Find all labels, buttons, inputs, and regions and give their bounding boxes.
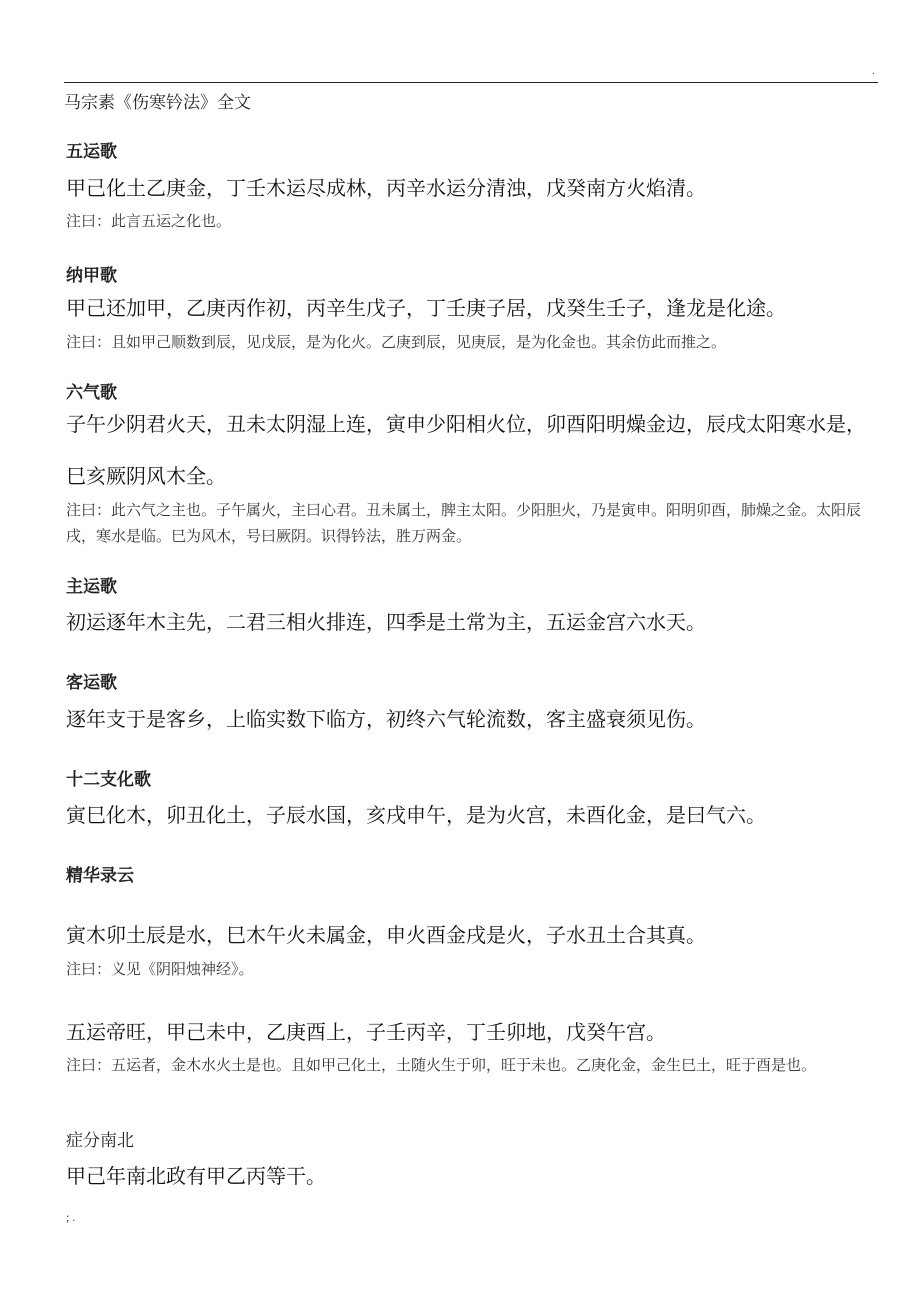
note-jinghua: 注曰：义见《阴阳烛神经》。: [66, 960, 254, 978]
verse-shierzhi: 寅巳化木，卯丑化土，子辰水国，亥戌申午，是为火宫，未酉化金，是曰气六。: [66, 803, 766, 827]
verse-keyun: 逐年支于是客乡，上临实数下临方，初终六气轮流数，客主盛衰须见伤。: [66, 707, 706, 731]
verse-liuqi: 子午少阴君火天，丑未太阴湿上连，寅申少阳相火位，卯酉阳明燥金边，辰戌太阳寒水是，巳亥厥阴风木全。: [66, 412, 866, 488]
footer-mark: ; .: [66, 1210, 76, 1224]
verse-diwang: 五运帝旺，甲己未中，乙庚酉上，子壬丙辛，丁壬卯地，戊癸午宫。: [66, 1020, 666, 1044]
verse-nanbei: 甲己年南北政有甲乙丙等干。: [66, 1164, 326, 1188]
note-liuqi: 注曰：此六气之主也。子午属火，主曰心君。丑未属土，脾主太阳。少阳胆火，乃是寅申。阳明卯酉，肺燥之金。太阳辰戌，寒水是临。巳为风木，号曰厥阴。识得钤法，胜万两金。: [66, 501, 862, 545]
section-title-najia: 纳甲歌: [66, 266, 117, 286]
section-title-jinghua: 精华录云: [66, 866, 134, 886]
section-title-zhuyun: 主运歌: [66, 577, 117, 597]
note-diwang: 注曰：五运者，金木水火土是也。且如甲己化土，土随火生于卯，旺于未也。乙庚化金，金生巳土，旺于酉是也。: [66, 1056, 817, 1074]
verse-wuyun: 甲己化土乙庚金，丁壬木运尽成林，丙辛水运分清浊，戊癸南方火焰清。: [66, 176, 706, 200]
section-title-wuyun: 五运歌: [66, 142, 117, 162]
verse-jinghua: 寅木卯土辰是水，巳木午火未属金，申火酉金戌是火，子水丑土合其真。: [66, 923, 706, 947]
verse-zhuyun: 初运逐年木主先，二君三相火排连，四季是土常为主，五运金宫六水天。: [66, 610, 706, 634]
section-title-shierzhi: 十二支化歌: [66, 770, 151, 790]
section-title-keyun: 客运歌: [66, 673, 117, 693]
document-title: 马宗素《伤寒钤法》全文: [64, 93, 251, 113]
header-dot: .: [872, 66, 875, 77]
section-title-nanbei: 症分南北: [66, 1131, 134, 1151]
note-wuyun: 注曰：此言五运之化也。: [66, 212, 232, 230]
header-rule: [64, 82, 878, 83]
section-title-liuqi: 六气歌: [66, 383, 117, 403]
note-najia: 注曰：且如甲己顺数到辰，见戊辰，是为化火。乙庚到辰，见庚辰，是为化金也。其余仿此而推之。: [66, 333, 727, 351]
verse-najia: 甲己还加甲，乙庚丙作初，丙辛生戊子，丁壬庚子居，戊癸生壬子，逢龙是化途。: [66, 296, 786, 320]
